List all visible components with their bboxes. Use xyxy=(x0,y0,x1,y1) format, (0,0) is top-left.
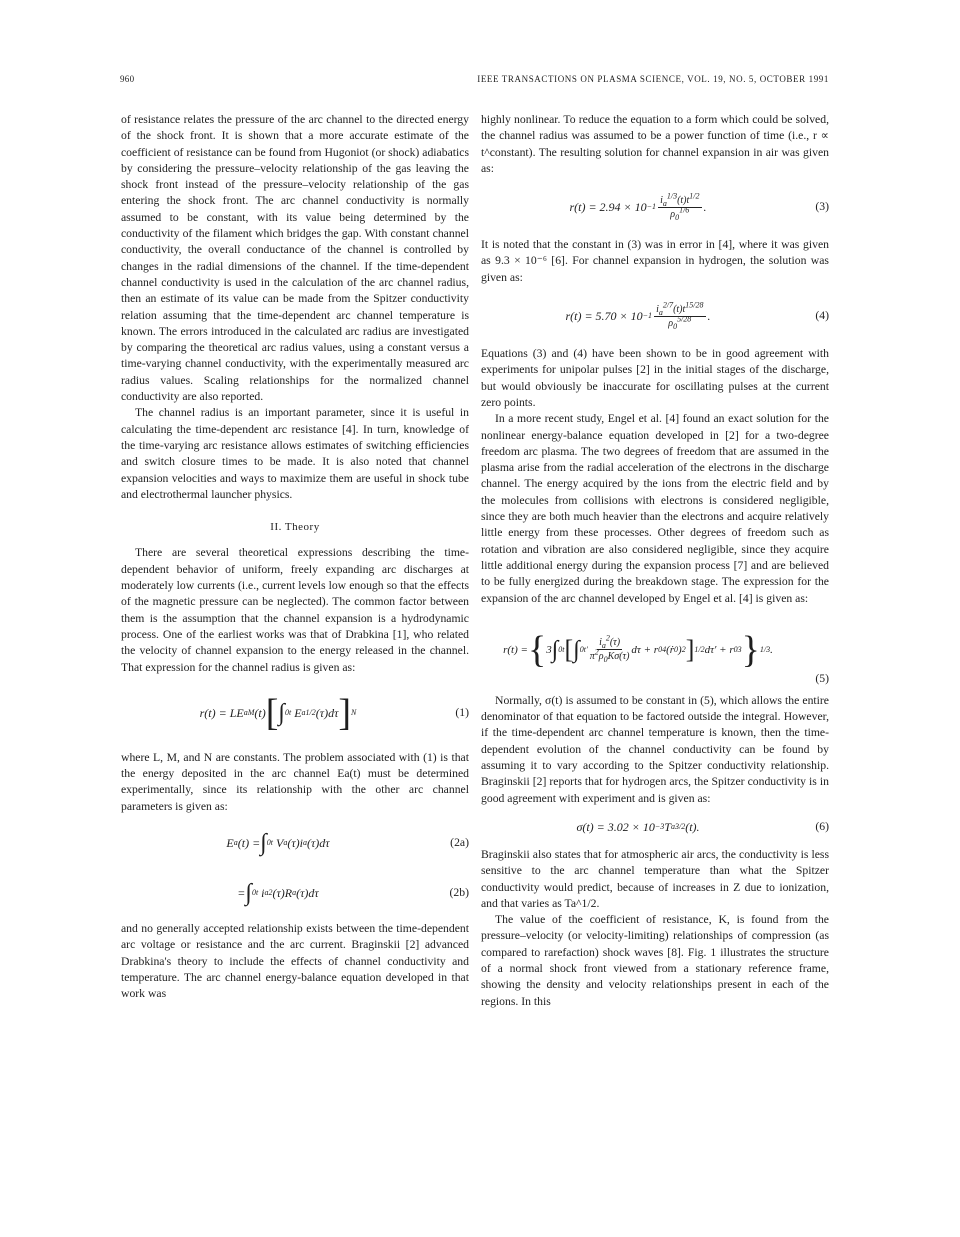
paragraph: In a more recent study, Engel et al. [4] found an exact solution for the nonlinear energy-balance equation developed in [2] for a two-degree freedom arc plasma. The two degrees of freedom that are assumed in the plasma arise from the radial acceleration of the electrons in the discharge channel. The energy acquired by the ions from the electric field and by the molecules from collisions with electrons is considered negligible, since they are both much heavier than the electrons and acquire relatively little energy from these processes. Other degrees of freedom such as rotation and vibration are also considered negligible, since they acquire little additional energy during the expansion process [7] and are believed to be fully energized during the breakdown stage. The expression for the expansion of the arc channel developed by Engel et al. [4] is given as: xyxy=(481,412,829,605)
paragraph: There are several theoretical expressions describing the time-dependent behavior of uniform, freely expanding arc discharges at moderately low currents (i.e., current levels low enough so that the effects of the magnetic pressure can be neglected). The common factor between them is the assumption that the channel expansion is a hydrodynamic process. One of the earliest works was that of Drabkina [1], who related the velocity of channel expansion to the energy released in the channel. That expression for the channel radius is given as: xyxy=(121,546,469,674)
equation-number: (6) xyxy=(815,819,829,833)
page-number: 960 xyxy=(120,74,135,84)
paragraph: where L, M, and N are constants. The problem associated with (1) is that the energy deposited in the arc channel Ea(t) must be determined experimentally, since its relationship with the other arc channel parameters is given as: xyxy=(121,750,469,813)
paragraph: Braginskii also states that for atmospheric air arcs, the conductivity is less sensitive to the arc channel temperature than what the Spitzer conductivity would predict, because of increases in Z due to ionization, and that varies as Ta^1/2. xyxy=(481,847,829,910)
equation-6-math: σ(t) = 3.02 × 10 −3 T a 3/2 (t). xyxy=(576,819,700,834)
paragraph: of resistance relates the pressure of the arc channel to the directed energy of the shock front. It is shown that a more accurate estimate of the coefficient of resistance can be found from Hugoniot (or shock) adiabatics by considering the pressure–velocity relationship of the gas leaving the shock front instead of the pressure–velocity relationship of the gas entering the shock front. The arc channel conductivity is normally assumed to be constant, with its value being determined by the conductivity of the filament which bridges the gap. With constant channel conductivity, the overall conductance of the channel is controlled by changes in the radial dimensions of the channel. If the time-dependent channel conductivity is used in the calculation of the arc channel radius, then an estimate of its value can be made from the Spitzer conductivity relation assuming that the time-dependent arc channel temperature is known. The errors introduced in the calculated arc radius are investigated by comparing the theoretical arc radius values, using a constant versus a time-varying channel conductivity, with the experimentally measured arc radius values. Scaling relationships for the normalized channel conductivity are also reported. xyxy=(121,113,469,404)
equation-5-math: r(t) = { 3 ∫ 0 t [ ∫ 0 t′ $\frac{i_a^2(\tau)}{\pi^2\rho_0K\sigma(\tau)}$ dτ + r 0 4 (ṙ 0 ) 2 ] 1/2 dτ′ + r 0 3 } 1/3 . xyxy=(503,628,773,671)
equation-number: (4) xyxy=(815,308,829,322)
equation-1-math: r(t) = LE a M (t) [ ∫ 0 t E a 1/2 (τ)dτ ] N xyxy=(199,691,357,734)
section-heading: II. Theory xyxy=(270,521,320,534)
equation-4-math: r(t) = 5.70 × 10 −1 $\frac{i_a^{2/7}(t)t^{15/28}}{\rho_0^{5/28}}$ . xyxy=(565,300,711,331)
paragraph: highly nonlinear. To reduce the equation to a form which could be solved, the channel radius was assumed to be a power function of time (i.e., r ∝ t^constant). The resulting solution for channel expansion in air was given as: xyxy=(481,113,829,175)
left-column xyxy=(121,112,469,1002)
equation-number: (2a) xyxy=(450,835,469,849)
equation-2a-math: E a (t) = ∫ 0 t V a (τ)i a (τ)dτ xyxy=(226,829,330,856)
equation-6 xyxy=(481,813,829,841)
equation-number: (3) xyxy=(815,200,829,214)
paragraph: Equations (3) and (4) have been shown to be in good agreement with experiments for unipolar pulses [2] in the initial stages of the discharge, but would obviously be inaccurate for oscillating pulses at the current zero points. xyxy=(481,347,829,409)
paragraph: and no generally accepted relationship exists between the time-dependent arc voltage or resistance and the arc current. Braginskii [2] advanced Drabkina's theory to include the effects of channel conductivity and temperature. The arc channel energy-balance equation developed in that work was xyxy=(121,921,469,1001)
equation-5 xyxy=(481,613,829,687)
equation-2a xyxy=(121,821,469,865)
equation-number: (1) xyxy=(455,705,469,719)
equation-2b xyxy=(121,871,469,915)
equation-1 xyxy=(121,682,469,744)
equation-number: (5) xyxy=(815,671,829,685)
equation-3 xyxy=(481,183,829,231)
equation-3-math: r(t) = 2.94 × 10 −1 $\frac{i_a^{1/3}(t)t^{1/2}}{\rho_0^{1/6}}$ . xyxy=(569,191,707,222)
right-column xyxy=(481,112,829,1010)
paragraph: It is noted that the constant in (3) was in error in [4], where it was given as 9.3 × 10⁻⁶ [6]. For channel expansion in hydrogen, the solution was given as: xyxy=(481,238,829,284)
equation-number: (2b) xyxy=(449,885,469,899)
paragraph: The value of the coefficient of resistance, K, is found from the pressure–velocity (or velocity-limiting) relationships of compression (as compared to rarefaction) shock waves [8]. Fig. 1 illustrates the structure of a normal shock front viewed from a stationary reference frame, showing the density and velocity relationships present in each of the regions. In this xyxy=(481,913,829,1008)
paragraph: The channel radius is an important parameter, since it is useful in calculating the time-dependent arc resistance [4]. In turn, knowledge of the time-varying arc resistance allows estimates of switching efficiencies and switch closure times to be made. It is also noted that channel expansion velocities and ways to maximize them are useful in shock tube and electrothermal launcher physics. xyxy=(121,406,469,501)
equation-4 xyxy=(481,292,829,340)
running-header: IEEE TRANSACTIONS ON PLASMA SCIENCE, VOL. 19, NO. 5, OCTOBER 1991 xyxy=(477,74,829,84)
paragraph: Normally, σ(t) is assumed to be constant in (5), which allows the entire denominator of that equation to be factored outside the integral. However, if the time-dependent arc channel temperature is known, then the time-dependent evolution of the channel conductivity can be found by assuming it to vary according to the Spitzer conductivity relationship. Braginskii [2] reports that for hydrogen arcs, the Spitzer conductivity is in good agreement with experiment and is given as: xyxy=(481,693,829,805)
equation-2b-math: = ∫ 0 t i a 2 (τ)R a (τ)dτ xyxy=(237,879,319,906)
